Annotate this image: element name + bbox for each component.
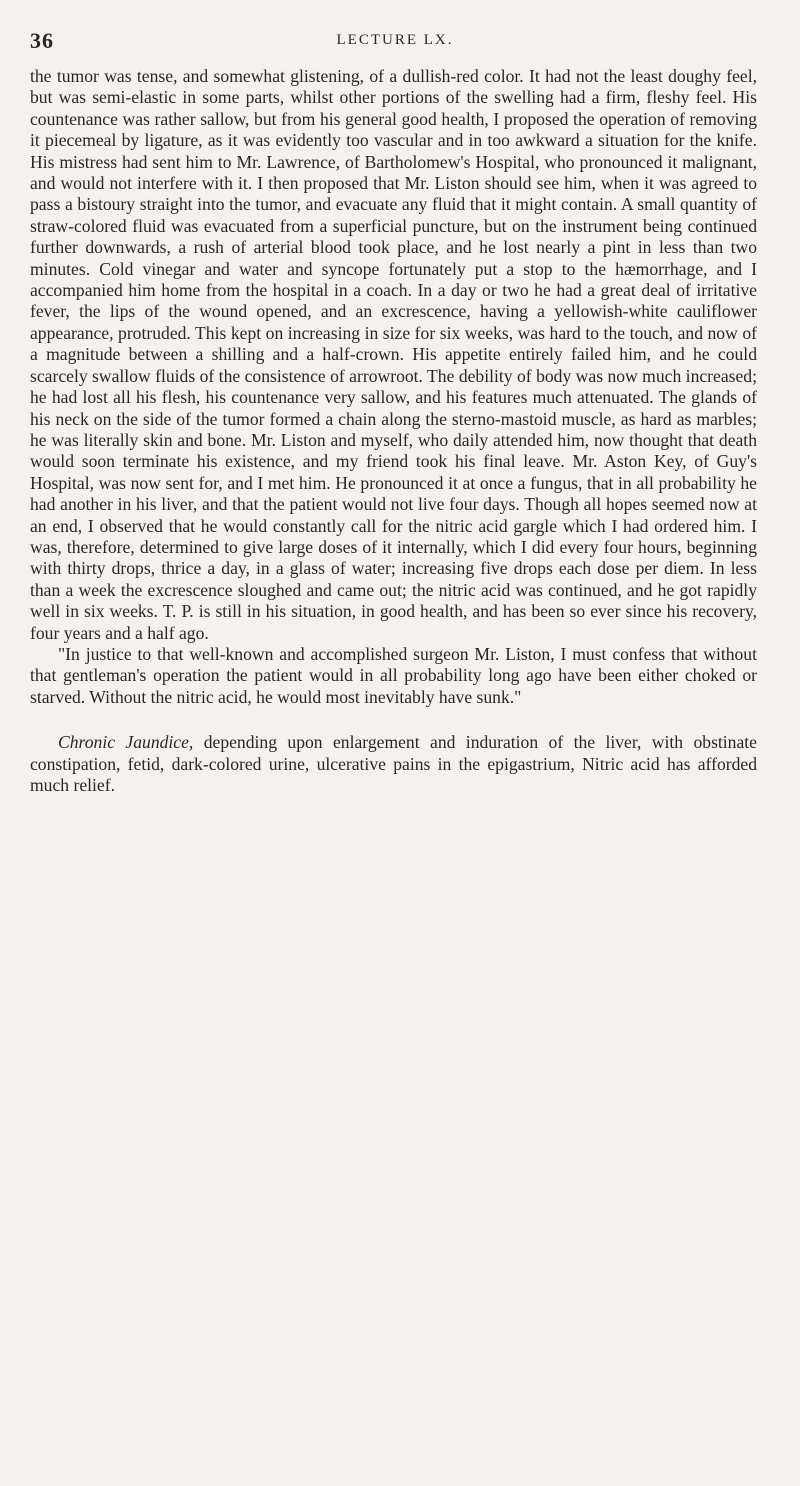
body-text — [30, 66, 757, 796]
chronic-jaundice-heading: Chronic Jaundice, — [58, 732, 194, 753]
running-title: LECTURE LX. — [336, 32, 454, 48]
paragraph-case-continuation: the tumor was tense, and somewhat glistening, of a dullish-red color. It had not the least doughy feel, but was semi-elastic in some parts, whilst other portions of the swelling had a firm, fleshy feel. His countenance was rather sallow, but from his general good health, I proposed the operation of removing it piecemeal by ligature, as it was evidently too vascular and in too awkward a situation for the knife. His mistress had sent him to Mr. Lawrence, of Bartholomew's Hospital, who pronounced it malignant, and would not interfere with it. I then proposed that Mr. Liston should see him, when it was agreed to pass a bistoury straight into the tumor, and evacuate any fluid that it might contain. A small quantity of straw-colored fluid was evacuated from a superficial puncture, but on the instrument being continued further downwards, a rush of arterial blood took place, and he lost nearly a pint in less than two minutes. Cold vinegar and water and syncope fortunately put a stop to the hæmorrhage, and I accompanied him home from the hospital in a coach. In a day or two he had a great deal of irritative fever, the lips of the wound opened, and an excrescence, having a yellowish-white cauliflower appearance, protruded. This kept on increasing in size for six weeks, was hard to the touch, and now of a magnitude between a shilling and a half-crown. His appetite entirely failed him, and he could scarcely swallow fluids of the consistence of arrowroot. The debility of body was now much increased; he had lost all his flesh, his countenance very sallow, and his features much attenuated. The glands of his neck on the side of the tumor formed a chain along the sterno-mastoid muscle, as hard as marbles; he was literally skin and bone. Mr. Liston and myself, who daily attended him, now thought that death would soon terminate his existence, and my friend took his final leave. Mr. Aston Key, of Guy's Hospital, was now sent for, and I met him. He pronounced it at once a fungus, that in all probability he had another in his liver, and that the patient would not live four days. Though all hopes seemed now at an end, I observed that he would constantly call for the nitric acid gargle which I had ordered him. I was, therefore, determined to give large doses of it internally, which I did every four hours, beginning with thirty drops, thrice a day, in a glass of water; increasing five drops each dose per diem. In less than a week the excrescence sloughed and came out; the nitric acid was continued, and he got rapidly well in six weeks. T. P. is still in his situation, in good health, and has been so ever since his recovery, four years and a half ago. — [30, 66, 757, 643]
chronic-jaundice-text: depending upon enlargement and induration of the liver, with obstinate constipation, fetid, dark-colored urine, ulcerative pains in the epigastrium, Nitric acid has afforded much relief. — [30, 732, 757, 795]
page-number: 36 — [30, 28, 54, 53]
paragraph-quotation: "In justice to that well-known and accomplished surgeon Mr. Liston, I must confess that without that gentleman's operation the patient would in all probability long ago have been either choked or starved. Without the nitric acid, he would most inevitably have sunk." — [30, 643, 757, 707]
paragraph-chronic-jaundice — [30, 732, 757, 796]
page-header — [30, 28, 760, 52]
